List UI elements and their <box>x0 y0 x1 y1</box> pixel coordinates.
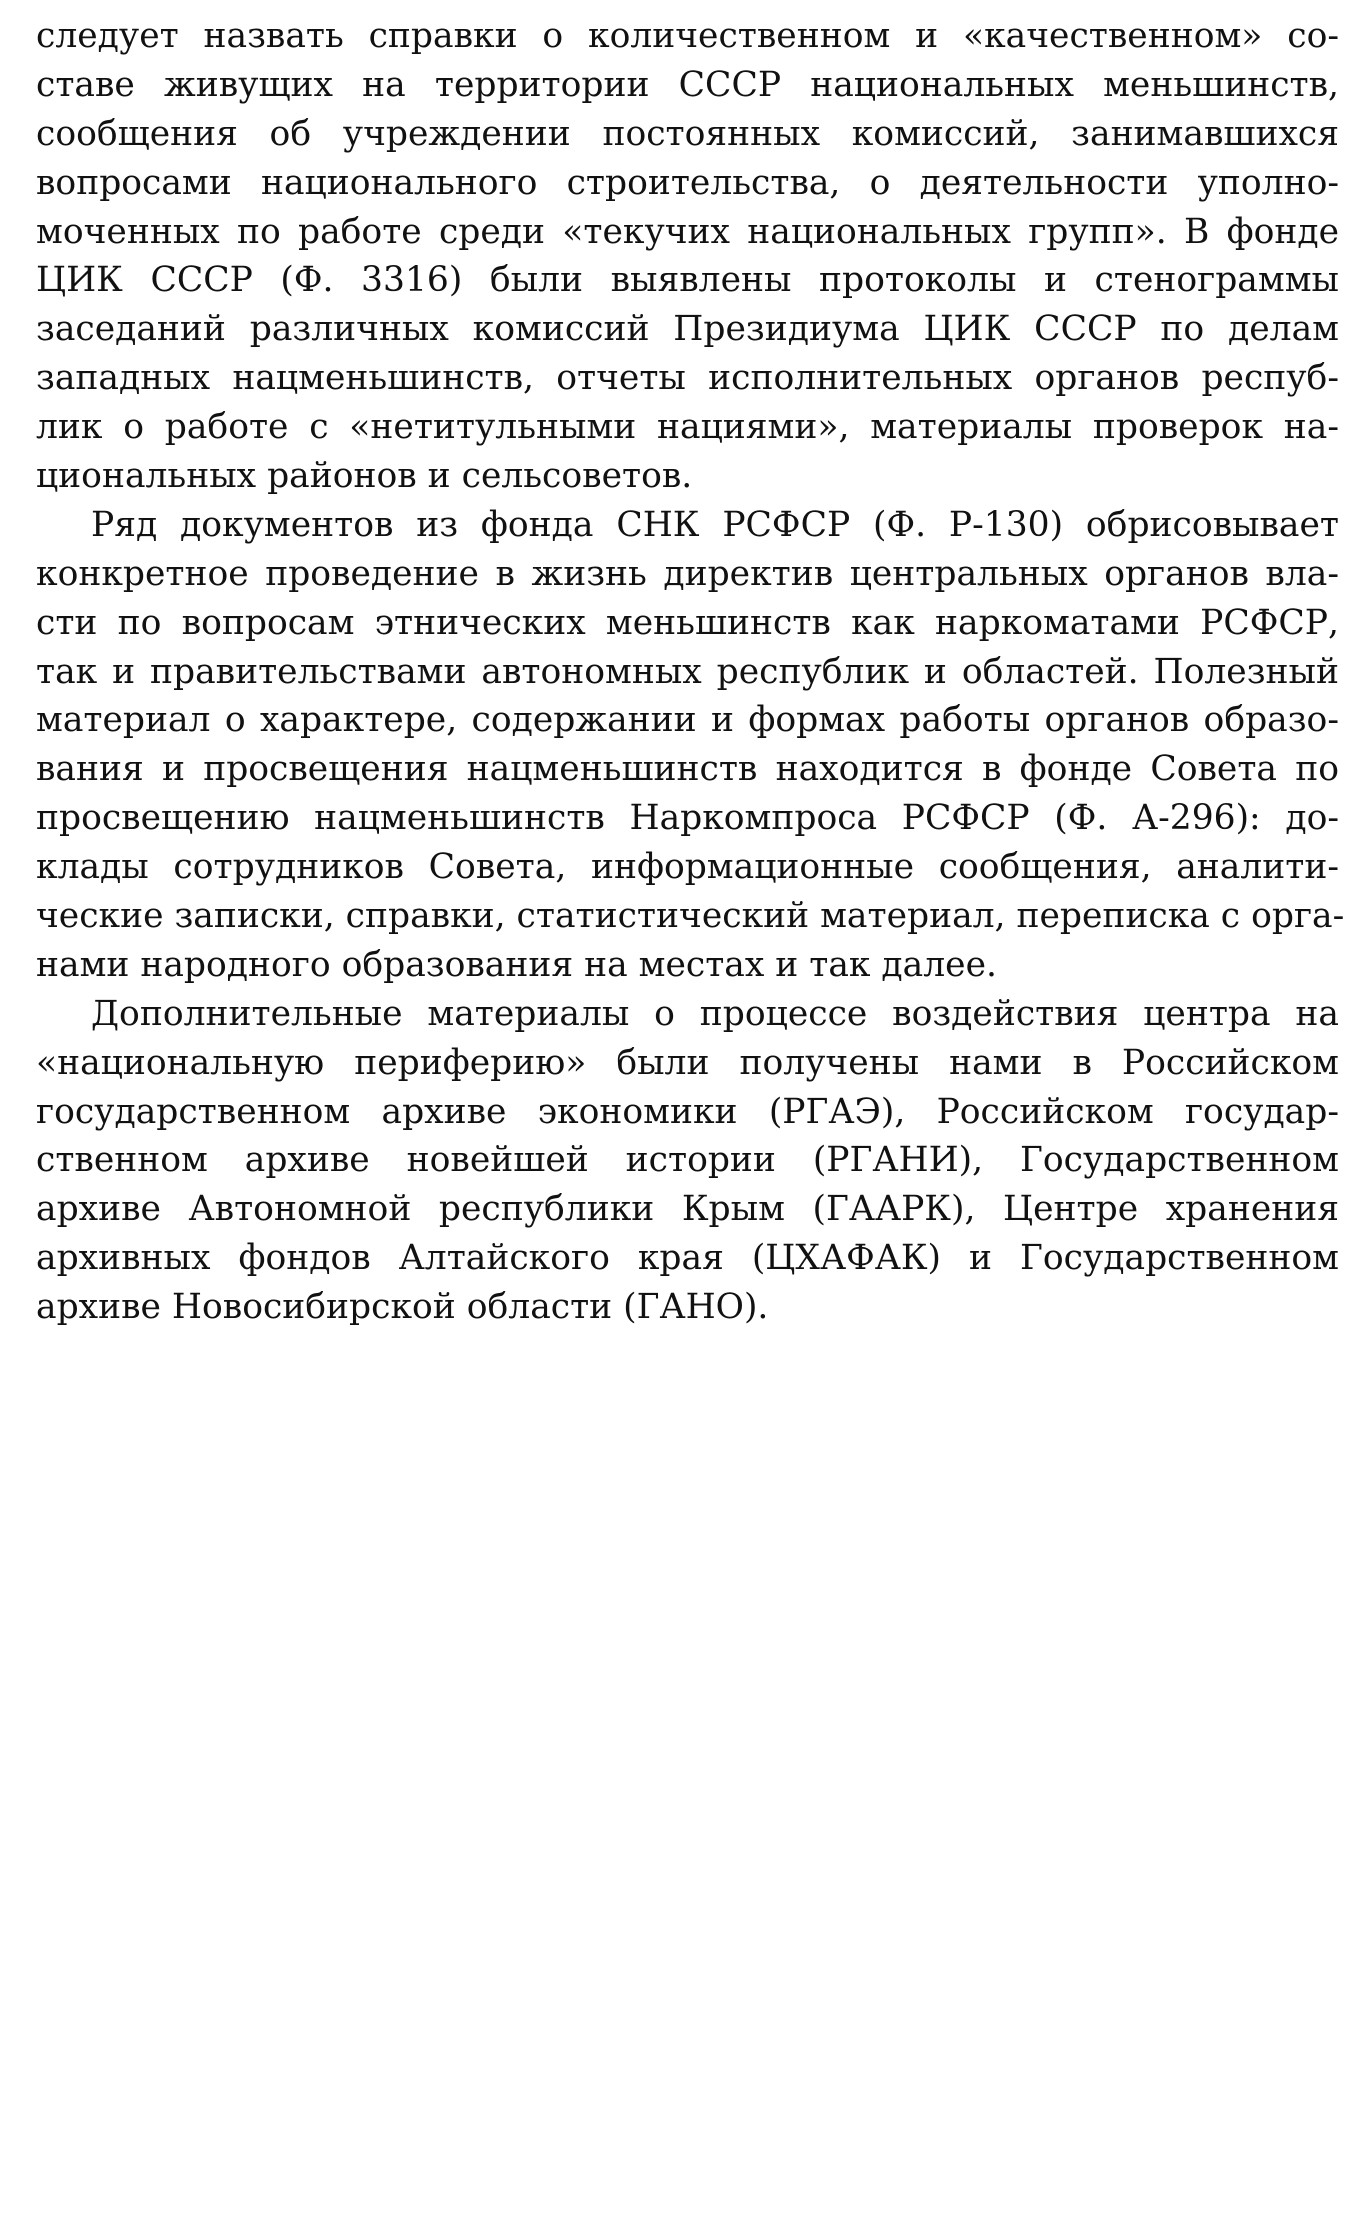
text-line: архиве Новосибирской области (ГАНО). <box>36 1287 769 1328</box>
text-line: циональных районов и сельсоветов. <box>36 456 693 497</box>
text-line: конкретное проведение в жизнь директив центральных органов вла- <box>36 553 1339 594</box>
text-line: ЦИК СССР (Ф. 3316) были выявлены протоколы и стенограммы <box>36 260 1339 301</box>
text-line: моченных по работе среди «текучих национальных групп». В фонде <box>36 211 1339 252</box>
paragraph-3 <box>36 990 1339 1332</box>
text-line: вания и просвещения нацменьшинств находится в фонде Совета по <box>36 749 1339 790</box>
paragraph-2 <box>36 501 1345 990</box>
text-line: нами народного образования на местах и так далее. <box>36 944 997 985</box>
text-line: государственном архиве экономики (РГАЭ), Российском государ- <box>36 1091 1339 1132</box>
paragraph-1 <box>36 12 1339 501</box>
text-line: ственном архиве новейшей истории (РГАНИ), Государственном <box>36 1140 1339 1181</box>
text-line: заседаний различных комиссий Президиума ЦИК СССР по делам <box>36 309 1339 350</box>
text-line: Ряд документов из фонда СНК РСФСР (Ф. Р-130) обрисовывает <box>91 504 1339 545</box>
text-line: вопросами национального строительства, о деятельности уполно- <box>36 162 1339 203</box>
text-line: так и правительствами автономных республик и областей. Полезный <box>36 651 1339 692</box>
text-line: лик о работе с «нетитульными нациями», материалы проверок на- <box>36 407 1339 448</box>
text-line: просвещению нацменьшинств Наркомпроса РСФСР (Ф. А-296): до- <box>36 798 1339 839</box>
text-line: клады сотрудников Совета, информационные сообщения, аналити- <box>36 847 1339 888</box>
text-line: сти по вопросам этнических меньшинств как наркоматами РСФСР, <box>36 602 1339 643</box>
text-line: архивных фондов Алтайского края (ЦХАФАК) и Государственном <box>36 1238 1339 1279</box>
text-line: западных нацменьшинств, отчеты исполнительных органов респуб- <box>36 358 1339 399</box>
text-line: архиве Автономной республики Крым (ГААРК), Центре хранения <box>36 1189 1339 1230</box>
text-line: «национальную периферию» были получены нами в Российском <box>36 1042 1339 1083</box>
text-line: Дополнительные материалы о процессе воздействия центра на <box>91 993 1339 1034</box>
text-line: следует назвать справки о количественном и «качественном» со- <box>36 16 1339 56</box>
text-line: сообщения об учреждении постоянных комиссий, занимавшихся <box>36 113 1339 154</box>
text-line: ставе живущих на территории СССР национальных меньшинств, <box>36 64 1339 105</box>
document-page <box>36 12 1345 1332</box>
text-line: ческие записки, справки, статистический материал, переписка с орга- <box>36 896 1345 937</box>
text-line: материал о характере, содержании и формах работы органов образо- <box>36 700 1339 741</box>
